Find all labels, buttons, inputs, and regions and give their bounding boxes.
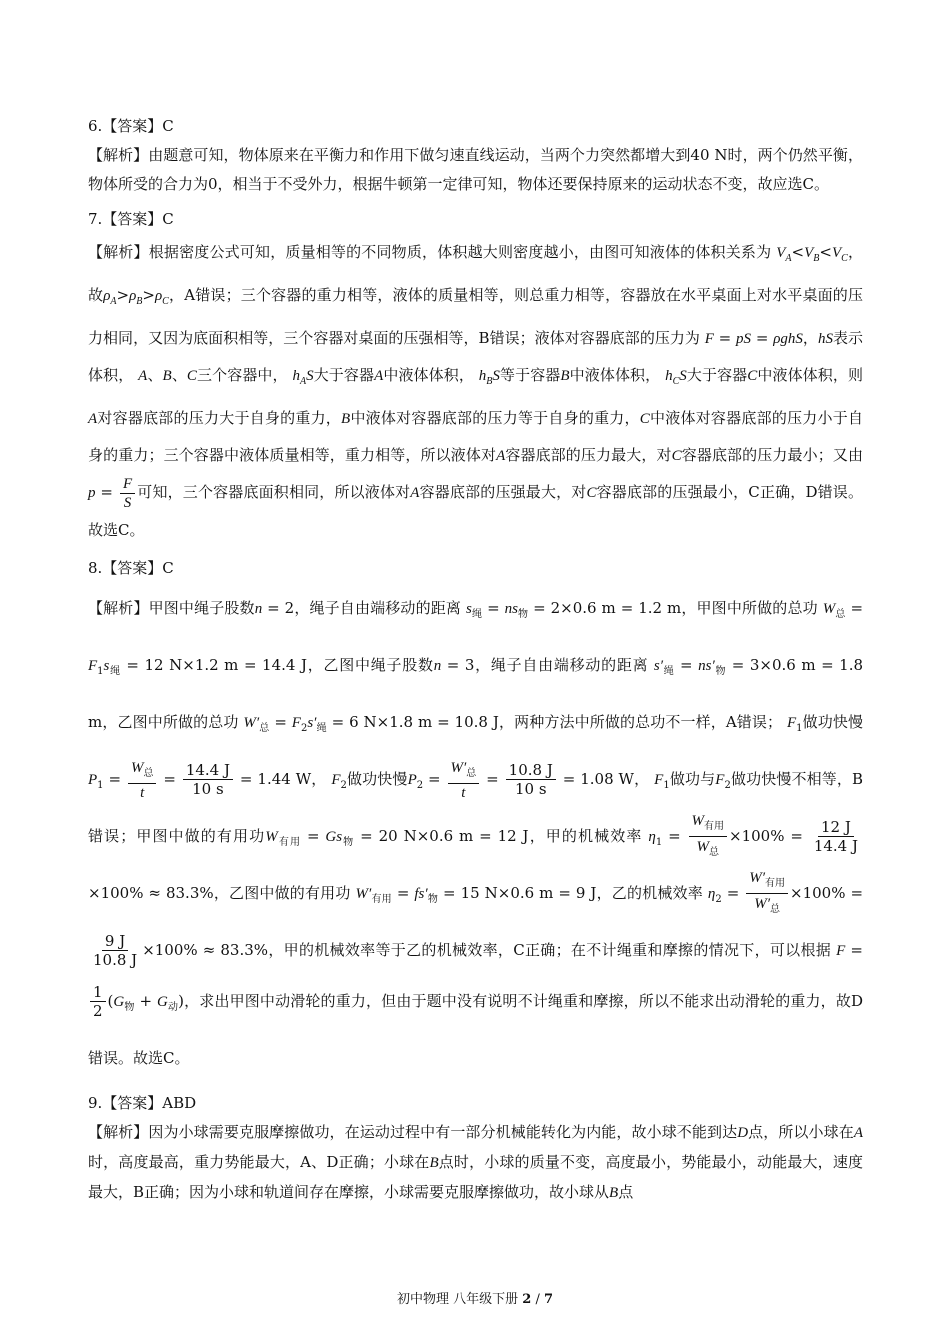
footer-subject: 初中物理 八年级下册 <box>396 1292 519 1307</box>
q8-analysis: 【解析】甲图中绳子股数n = 2，绳子自由端移动的距离 $s_绳 = ns_物 = 2\times 0.6$ m = 1.2 m，甲图中所做的总功 $W_总 = F_1s_绳 = 12$ N×1.2 m = 14.4 J，乙图中绳子股数n = 3，绳子自由端移动的距离 $s'_绳 = ns'_物 = 3\times 0.6$ m = 1.8 m，乙图中所做的总功 $W'_总 = F_2s'_绳 = 6$ N×1.8 m = 10.8 J，两种方法中所做的总功不一样，A错误； $F_1$做功快慢$P_1$ = $\frac{W_总}{t}$ = $\frac{14.4 J}{10 s}$ = 1.44 W， $F_2$做功快慢$P_2$ = $\frac{W'_总}{t}$ = $\frac{10.8 J}{10 s}$ = 1.08 W， $F_1$做功与$F_2$做功快慢不相等，B错误；甲图中做的有用功$W_{有用} = Gs_物 = 20$ N×0.6 m = 12 J，甲的机械效率 $\eta_1$ = $\frac{W_{有用}}{W_总}$ ×100% = $\frac{12 J}{14.4 J}$ ×100% ≈ 83.3%，乙图中做的有用功 $W'_{有用} = fs'_物 = 15$ N×0.6 m = 9 J，乙的机械效率 $\eta_2$ = $\frac{W'_{有用}}{W'_总}$ ×100% = $\frac{9 J}{10.8 J}$ ×100% ≈ 83.3%，甲的机械效率等于乙的机械效率，C正确；在不计绳重和摩擦的情况下，可以根据 F = $\frac{1}{2}$ $(G_物 + G_动)$，求出甲图中动滑轮的重力，但由于题中没有说明不计绳重和摩擦，所以不能求出动滑轮的重力，故D错误。故选C。 <box>88 598 864 1067</box>
page-footer: 初中物理 八年级下册 2 / 7 <box>396 1292 554 1307</box>
question-7 <box>88 205 863 548</box>
q9-analysis: 【解析】因为小球需要克服摩擦做功，在运动过程中有一部分机械能转化为内能，故小球不能到达D点，所以小球在A时，高度最高，重力势能最大，A、D正确；小球在B点时，小球的质量不变，高度最小，势能最小，动能最大，速度最大，B正确；因为小球和轨道间存在摩擦，小球需要克服摩擦做功，故小球从B点 <box>88 1122 863 1201</box>
q7-answer: 7.【答案】C <box>88 210 174 228</box>
q8-answer: 8.【答案】C <box>88 558 174 577</box>
q7-analysis: 【解析】根据密度公式可知，质量相等的不同物质，体积越大则密度越小，由图可知液体的体积关系为 $V_A<V_B<V_C$，故$\rho_A>\rho_B>\rho_C$，A错误；三个容器的重力相等，液体的质量相等，则总重力相等，容器放在水平桌面上对水平桌面的压力相同，又因为底面积相等，三个容器对桌面的压强相等，B错误；液体对容器底部的压力为 F = pS = ρghS，hS表示体积， A、B、C三个容器中， $h_AS$大于容器A中液体体积， $h_BS$等于容器B中液体体积， $h_CS$大于容器C中液体体积，则A对容器底部的压力大于自身的重力，B中液体对容器底部的压力等于自身的重力，C中液体对容器底部的压力小于自身的重力；三个容器中液体质量相等，重力相等，所以液体对A容器底部的压力最大，对C容器底部的压力最小；又由 p = $\frac{F}{S}$ 可知，三个容器底面积相同，所以液体对A容器底部的压强最大，对C容器底部的压强最小，C正确，D错误。故选C。 <box>88 243 863 539</box>
question-9 <box>88 1089 863 1208</box>
q6-analysis: 【解析】由题意可知，物体原来在平衡力和作用下做匀速直线运动，当两个力突然都增大到40 N时，两个仍然平衡，物体所受的合力为0，相当于不受外力，根据牛顿第一定律可知，物体还要保持原来的运动状态不变，故应选C。 <box>88 146 863 193</box>
document-body <box>88 112 863 1214</box>
question-8 <box>88 554 863 1083</box>
q9-answer: 9.【答案】ABD <box>88 1093 197 1112</box>
page-total: 7 <box>543 1292 554 1307</box>
question-6 <box>88 112 863 199</box>
q6-answer: 6.【答案】C <box>88 117 174 135</box>
page-number: 2 <box>522 1292 532 1307</box>
